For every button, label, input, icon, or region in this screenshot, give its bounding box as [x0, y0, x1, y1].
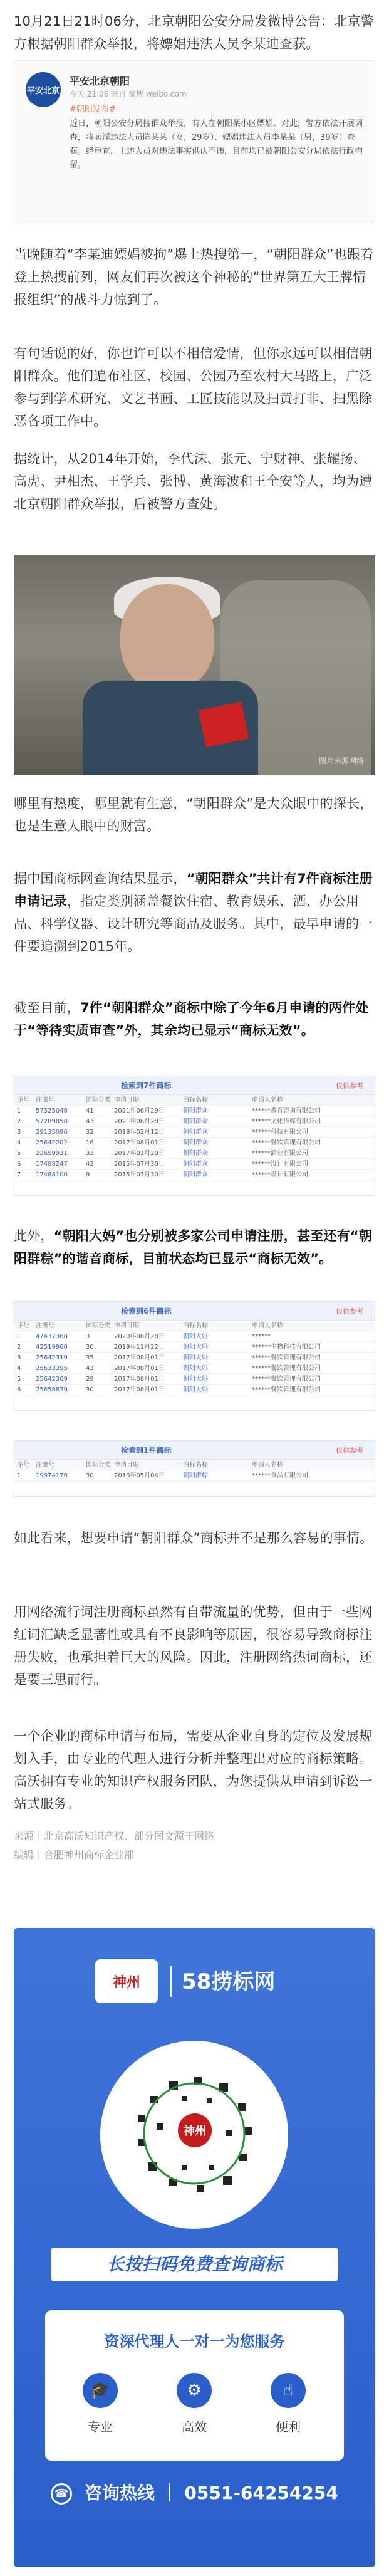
- table-header-cell: 商标名称: [183, 1322, 208, 1329]
- table-title-bar: [14, 1076, 375, 1095]
- table-cell[interactable]: 17488100: [36, 1171, 68, 1178]
- table-cell: 3: [86, 1333, 90, 1340]
- table-cell[interactable]: 57289858: [36, 1118, 68, 1125]
- phone-icon: ☎: [51, 2483, 72, 2505]
- table-header-cell: 国际分类: [86, 1322, 111, 1329]
- table-cell: 2019年11月22日: [114, 1344, 165, 1351]
- table-header-cell: 序号: [17, 1097, 29, 1104]
- paragraph-10: 一个企业的商标申请与布局，需要从企业自身的定位及发展规划入手，由专业的代理人进行分析并整理出对应的商标策略。高沃拥有专业的知识产权服务团队，为您提供从申请到诉讼一站式服务。: [14, 1729, 373, 1811]
- table-side-note: 仅供参考: [336, 1447, 363, 1455]
- table-cell: 9: [86, 1171, 90, 1178]
- photo-watermark: 图片来源网络: [318, 757, 364, 765]
- table-cell: 2021年06月28日: [114, 1118, 165, 1125]
- table-cell: 2: [17, 1344, 21, 1351]
- table-cell[interactable]: 朝阳群众: [183, 1150, 208, 1157]
- table-cell[interactable]: 25658839: [36, 1386, 68, 1393]
- paragraph-2: 有句话说的好，你也许可以不相信爱情，但你永远可以相信朝阳群众。他们遍布社区、校园、公园乃至农村大马路上，广泛参与到学术研究、文艺书画、工匠技能以及扫黄打非、扫黑除恶各项工作中。: [14, 346, 373, 429]
- table-title: 检索到1件商标: [121, 1446, 172, 1455]
- table-cell: 41: [86, 1107, 94, 1114]
- table-cell: 2020年06月28日: [114, 1333, 165, 1340]
- table-cell: 32: [86, 1129, 94, 1136]
- table-rows: [14, 1470, 375, 1481]
- table-cell[interactable]: 朝阳大妈: [183, 1354, 208, 1361]
- table-cell: ******餐饮管理有限公司: [252, 1376, 321, 1383]
- p7-text-a: 此外，: [14, 1228, 54, 1243]
- table-header-cell: 序号: [17, 1462, 29, 1469]
- table-title-bar: [14, 1441, 375, 1460]
- table-cell: 2017年08月01日: [114, 1386, 165, 1393]
- table-header-cell: 申请人名称: [252, 1462, 283, 1469]
- table-row[interactable]: [14, 1127, 375, 1138]
- table-header-cell: 注册号: [36, 1097, 54, 1104]
- table-cell: 5: [17, 1150, 21, 1157]
- table-cell: 4: [17, 1365, 21, 1372]
- table-cell: 1: [17, 1107, 21, 1114]
- p7-text-b: “朝阳大妈”也分别被多家公司申请注册，甚至还有“朝阳群粽”的谐音商标，目前状态均已显示“商标无效”。: [14, 1228, 373, 1266]
- p5-text-b: “朝阳群众”共计有7件商标注册申请记录: [14, 871, 373, 909]
- table-cell[interactable]: 朝阳群众: [183, 1118, 208, 1125]
- paragraph-6: [14, 997, 375, 1042]
- weibo-hashtag: #朝阳发布#: [70, 105, 116, 114]
- table-row[interactable]: [14, 1342, 375, 1353]
- paragraph-1: 当晚随着“李某迪嫖娼被拘”爆上热搜第一，“朝阳群众”也跟着登上热搜前列，网友们再次被这个神秘的“世界第五大王牌情报组织”的战斗力惊到了。: [14, 247, 374, 307]
- paragraph-5: [14, 867, 375, 958]
- table-footer: [14, 1395, 375, 1410]
- hotline-number: 0551-64254254: [184, 2483, 338, 2503]
- table-header-cell: 申请日期: [114, 1322, 139, 1329]
- qr-center-logo: 神州: [175, 2111, 214, 2150]
- paragraph-3: 据统计，从2014年开始，李代沫、张元、宁财神、张耀扬、高虎、尹相杰、王学兵、张博、黄海波和王全安等人，均为遭北京朝阳群众举报，后被警方查处。: [14, 451, 373, 511]
- paragraph-4: 哪里有热度，哪里就有生意，“朝阳群众”是大众眼中的探长，也是生意人眼中的财富。: [14, 796, 373, 834]
- table-cell: 42: [86, 1161, 94, 1168]
- table-rows: [14, 1106, 375, 1180]
- brand-divider: [170, 1966, 172, 1997]
- table-cell: 1: [17, 1333, 21, 1340]
- table-cell[interactable]: 25642202: [36, 1139, 68, 1146]
- table-cell: 3: [17, 1129, 21, 1136]
- table-cell: 16: [86, 1139, 94, 1146]
- table-cell: ******餐饮管理有限公司: [252, 1365, 321, 1372]
- table-cell: 29: [86, 1376, 94, 1383]
- table-header-cell: 申请人名称: [252, 1322, 283, 1329]
- table-cell: 33: [86, 1150, 94, 1157]
- table-cell: 2017年08月01日: [114, 1365, 165, 1372]
- table-header: [14, 1095, 375, 1106]
- table-row[interactable]: [14, 1353, 375, 1363]
- table-cell: 2: [17, 1118, 21, 1125]
- source-line: 来源｜北京高沃知识产权、部分图文源于网络: [14, 1830, 215, 1842]
- table-cell[interactable]: 22659931: [36, 1150, 68, 1157]
- table-cell: ******食品有限公司: [252, 1472, 308, 1479]
- table-cell: 35: [86, 1354, 94, 1361]
- table-cell: 2016年05月04日: [114, 1472, 165, 1479]
- table-cell: 3: [17, 1354, 21, 1361]
- table-footer: [14, 1481, 375, 1496]
- hotline-label: 咨询热线: [84, 2483, 155, 2503]
- editor-line: 编辑｜合肥神州商标企业部: [14, 1849, 135, 1861]
- table-row[interactable]: [14, 1331, 375, 1342]
- hotline-separator: ｜: [160, 2483, 179, 2503]
- table-cell[interactable]: 25642319: [36, 1354, 68, 1361]
- table-cell[interactable]: 25642309: [36, 1376, 68, 1383]
- table-cell: ******科技有限公司: [252, 1129, 308, 1136]
- table-header-cell: 申请日期: [114, 1097, 139, 1104]
- table-row[interactable]: [14, 1385, 375, 1395]
- p6-text-b: 7件“朝阳群众”商标中除了今年6月申请的两件处于“等待实质审查”外，其余均已显示“商标无效”。: [14, 1000, 369, 1038]
- table-cell[interactable]: 朝阳群众: [183, 1107, 208, 1114]
- brand-logo: 神州: [95, 1959, 158, 2003]
- table-cell[interactable]: 朝阳群众: [183, 1171, 208, 1178]
- table-header: [14, 1460, 375, 1470]
- table-cell[interactable]: 42519960: [36, 1344, 68, 1351]
- table-cell: 6: [17, 1386, 21, 1393]
- ad-banner[interactable]: [14, 1928, 375, 2567]
- table-cell[interactable]: 朝阳大妈: [183, 1365, 208, 1372]
- trademark-table-3: [14, 1440, 375, 1497]
- gear-icon: ⚙: [177, 2373, 212, 2408]
- table-cell: 2017年08月01日: [114, 1354, 165, 1361]
- table-cell: 7: [17, 1171, 21, 1178]
- table-cell[interactable]: 朝阳大妈: [183, 1386, 208, 1393]
- table-cell: 2021年06月29日: [114, 1107, 165, 1114]
- intro-paragraph: 10月21日21时06分，北京朝阳公安分局发微博公告：北京警方根据朝阳群众举报，将嫖娼违法人员李某迪查获。: [14, 14, 374, 51]
- weibo-account-name: 平安北京朝阳: [70, 75, 130, 87]
- feature-efficient: [157, 2373, 232, 2435]
- paragraph-9: 用网络流行词注册商标虽然有自带流量的优势，但由于一些网红词汇缺乏显著性或具有不良影响等原因，很容易导致商标注册失败，也承担着巨大的风险。因此，注册网络热词商标，还是要三思而行。: [14, 1605, 373, 1687]
- table-header-cell: 商标名称: [183, 1097, 208, 1104]
- table-cell: ******设计有限公司: [252, 1161, 308, 1168]
- table-header: [14, 1321, 375, 1331]
- table-cell: ******餐饮管理有限公司: [252, 1386, 321, 1393]
- table-cell[interactable]: 17488247: [36, 1161, 68, 1168]
- table-row[interactable]: [14, 1148, 375, 1159]
- table-row[interactable]: [14, 1138, 375, 1148]
- trademark-table-1: [14, 1076, 375, 1196]
- table-cell[interactable]: 25633395: [36, 1365, 68, 1372]
- feature-professional: [63, 2373, 138, 2435]
- trademark-table-2: [14, 1301, 375, 1411]
- table-header-cell: 商标名称: [183, 1462, 208, 1469]
- brand-name: 58捞标网: [182, 1969, 276, 1994]
- weibo-avatar: 平安北京: [26, 72, 61, 107]
- table-row[interactable]: [14, 1470, 375, 1481]
- table-cell[interactable]: 57325048: [36, 1107, 68, 1114]
- table-cell[interactable]: 朝阳群众: [183, 1129, 208, 1136]
- service-card: [45, 2310, 344, 2461]
- table-cell[interactable]: 朝阳群众: [183, 1139, 208, 1146]
- feature-convenient: [251, 2373, 326, 2435]
- table-footer: [14, 1180, 375, 1195]
- table-cell: 1: [17, 1472, 21, 1479]
- table-cell: ******餐饮管理有限公司: [252, 1354, 321, 1361]
- table-row[interactable]: [14, 1170, 375, 1180]
- table-cell: 2015年07月30日: [114, 1171, 165, 1178]
- table-title-bar: [14, 1302, 375, 1321]
- table-cell: 4: [17, 1139, 21, 1146]
- hotline[interactable]: [14, 2479, 375, 2505]
- service-card-title: 资深代理人一对一为您服务: [104, 2333, 285, 2350]
- table-row[interactable]: [14, 1106, 375, 1116]
- table-cell: 30: [86, 1472, 94, 1479]
- feature-label: 专业: [88, 2419, 113, 2434]
- table-cell: 43: [86, 1118, 94, 1125]
- table-cell: 2017年01月20日: [114, 1150, 165, 1157]
- table-cell: ******文化传媒有限公司: [252, 1118, 321, 1125]
- p6-text-a: 截至目前，: [14, 1000, 80, 1015]
- table-cell: ******教育咨询有限公司: [252, 1107, 321, 1114]
- table-cell: 30: [86, 1344, 94, 1351]
- paragraph-7: [14, 1225, 375, 1270]
- table-header-cell: 序号: [17, 1322, 29, 1329]
- p5-text-c: ，指定类别涵盖餐饮住宿、教育娱乐、酒、办公用品、科学仪器、设计研究等商品及服务。其中，最早申请的一件要追溯到2015年。: [14, 894, 373, 954]
- weibo-screenshot: [14, 60, 375, 223]
- photo-face: [120, 584, 214, 691]
- table-row[interactable]: [14, 1116, 375, 1127]
- table-header-cell: 申请人名称: [252, 1097, 283, 1104]
- table-cell[interactable]: 朝阳大妈: [183, 1333, 208, 1340]
- table-cell[interactable]: 朝阳群粽: [183, 1472, 208, 1479]
- graduation-cap-icon: 🎓: [83, 2373, 118, 2408]
- table-cell[interactable]: 29135096: [36, 1129, 68, 1136]
- weibo-text: 近日，朝阳公安分局接群众举报，有人在朝阳某小区嫖娼。对此，警方依法开展调查，将卖淫违法人员陈某某（女，29岁）、嫖娼违法人员李某某（男，39岁）查获。经审查，上述人员对违法事实供认不讳，目前均已被朝阳公安分局依法行政拘留。: [70, 119, 363, 170]
- table-cell: 2017年08月01日: [114, 1139, 165, 1146]
- table-cell: ******生物科技有限公司: [252, 1344, 321, 1351]
- p5-text-a: 据中国商标网查询结果显示，: [14, 871, 187, 886]
- table-cell: ******餐饮管理有限公司: [252, 1139, 321, 1146]
- table-cell[interactable]: 朝阳大妈: [183, 1376, 208, 1383]
- hand-pointer-icon: ☝: [271, 2373, 306, 2408]
- table-cell: ******设计有限公司: [252, 1171, 308, 1178]
- table-cell: ******酒业有限公司: [252, 1150, 308, 1157]
- paragraph-8: 如此看来，想要申请“朝阳群众”商标并不是那么容易的事情。: [14, 1531, 373, 1546]
- table-side-note: 仅供参考: [336, 1082, 363, 1090]
- table-cell: 2015年07月30日: [114, 1161, 165, 1168]
- article-photo: [14, 555, 375, 775]
- table-side-note: 仅供参考: [336, 1307, 363, 1316]
- table-title: 检索到7件商标: [121, 1081, 172, 1090]
- feature-label: 高效: [182, 2419, 207, 2434]
- table-cell[interactable]: 47437368: [36, 1333, 68, 1340]
- table-cell: 2017年08月01日: [114, 1376, 165, 1383]
- table-row[interactable]: [14, 1363, 375, 1374]
- table-row[interactable]: [14, 1374, 375, 1385]
- table-title: 检索到6件商标: [121, 1307, 172, 1316]
- table-cell: 5: [17, 1376, 21, 1383]
- table-row[interactable]: [14, 1159, 375, 1170]
- table-header-cell: 国际分类: [86, 1462, 111, 1469]
- table-rows: [14, 1331, 375, 1395]
- table-header-cell: 申请日期: [114, 1462, 139, 1469]
- table-cell: ******: [252, 1333, 271, 1340]
- ad-slogan: 长按扫码免费查询商标: [51, 2248, 338, 2281]
- weibo-time: 今天 21:06 来自 微博 weibo.com: [70, 90, 187, 98]
- table-cell[interactable]: 朝阳大妈: [183, 1344, 208, 1351]
- table-cell: 6: [17, 1161, 21, 1168]
- table-cell[interactable]: 19974176: [36, 1472, 68, 1479]
- table-header-cell: 注册号: [36, 1462, 54, 1469]
- table-cell[interactable]: 朝阳群众: [183, 1161, 208, 1168]
- table-cell: 2018年02月12日: [114, 1129, 165, 1136]
- table-cell: 43: [86, 1365, 94, 1372]
- table-header-cell: 国际分类: [86, 1097, 111, 1104]
- table-header-cell: 注册号: [36, 1322, 54, 1329]
- table-cell: 30: [86, 1386, 94, 1393]
- feature-label: 便利: [276, 2419, 301, 2434]
